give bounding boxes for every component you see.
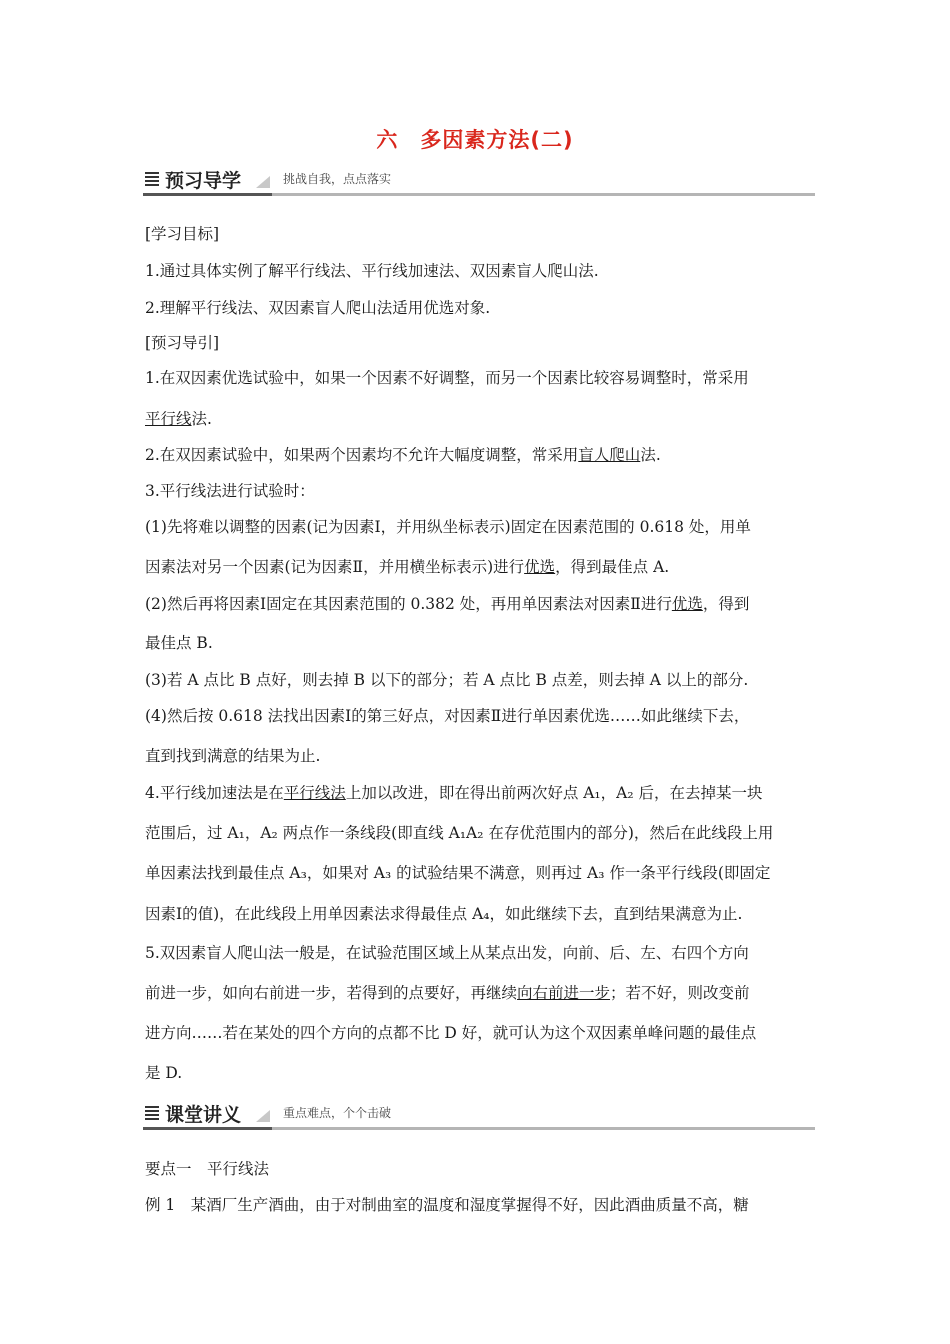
text-line: 最佳点 B. — [145, 634, 213, 652]
fill-answer: 盲人爬山 — [578, 446, 641, 464]
section-header-preview — [143, 166, 815, 196]
text-line: (3)若 A 点比 B 点好，则去掉 B 以下的部分；若 A 点比 B 点差，则去掉 A 以上的部分. — [145, 671, 749, 689]
text-line: 是 D. — [145, 1064, 183, 1082]
fill-answer: 平行线 — [145, 410, 192, 428]
text-span: 前进一步，如向右前进一步，若得到的点要好，再继续 — [145, 984, 518, 1002]
text-line — [145, 592, 749, 614]
stripes-icon — [145, 172, 159, 188]
triangle-icon — [256, 1110, 270, 1122]
text-line: 因素Ⅰ的值)，在此线段上用单因素法求得最佳点 A₄，如此继续下去，直到结果满意为止. — [145, 905, 743, 923]
stripes-icon — [145, 1106, 159, 1122]
section-subtitle: 挑战自我，点点落实 — [283, 172, 392, 186]
text-line: 5.双因素盲人爬山法一般是，在试验范围区域上从某点出发，向前、后、左、右四个方向 — [145, 944, 749, 962]
section-title: 课堂讲义 — [165, 1104, 242, 1126]
text-span: 2.在双因素试验中，如果两个因素均不允许大幅度调整，常采用 — [145, 446, 579, 464]
fill-answer: 优选 — [671, 595, 703, 613]
text-line: 例 1 某酒厂生产酒曲，由于对制曲室的温度和湿度掌握得不好，因此酒曲质量不高，糖 — [145, 1196, 749, 1214]
text-line: (4)然后按 0.618 法找出因素Ⅰ的第三好点，对因素Ⅱ进行单因素优选……如此继续下去， — [145, 707, 750, 725]
text-span: ，得到 — [702, 595, 750, 613]
text-line: 进方向……若在某处的四个方向的点都不比 D 好，就可认为这个双因素单峰问题的最佳点 — [145, 1024, 757, 1042]
text-line: 直到找到满意的结果为止. — [145, 747, 321, 765]
section-divider-accent — [143, 1127, 272, 1130]
section-header-lecture — [143, 1100, 815, 1130]
text-line: 1.在双因素优选试验中，如果一个因素不好调整，而另一个因素比较容易调整时，常采用 — [145, 369, 749, 387]
text-line: 2.理解平行线法、双因素盲人爬山法适用优选对象. — [145, 299, 491, 317]
text-line: [预习导引] — [145, 334, 220, 352]
page-title: 六 多因素方法(二) — [376, 128, 574, 152]
fill-answer: 平行线法 — [283, 784, 346, 802]
text-line — [145, 407, 212, 429]
text-span: 上加以改进，即在得出前两次好点 A₁，A₂ 后，在去掉某一块 — [345, 784, 763, 802]
triangle-icon — [256, 176, 270, 188]
section-divider-accent — [143, 193, 272, 196]
text-line — [145, 981, 750, 1003]
text-span: 法. — [191, 410, 212, 428]
text-span: ；若不好，则改变前 — [610, 984, 750, 1002]
text-line — [145, 443, 661, 465]
text-span: 4.平行线加速法是在 — [145, 784, 284, 802]
text-line: (1)先将难以调整的因素(记为因素Ⅰ，并用纵坐标表示)固定在因素范围的 0.618 处，用单 — [145, 518, 751, 536]
fill-answer: 优选 — [524, 558, 556, 576]
text-line: 要点一 平行线法 — [145, 1160, 270, 1178]
section-subtitle: 重点难点，个个击破 — [283, 1106, 392, 1120]
text-line: [学习目标] — [145, 225, 220, 243]
text-line: 范围后，过 A₁，A₂ 两点作一条线段(即直线 A₁A₂ 在存优范围内的部分)，然后在此线段上用 — [145, 824, 774, 842]
section-title: 预习导学 — [165, 170, 242, 192]
text-span: 因素法对另一个因素(记为因素Ⅱ，并用横坐标表示)进行 — [145, 558, 525, 576]
text-span: 法. — [640, 446, 661, 464]
fill-answer: 向右前进一步 — [517, 984, 611, 1002]
text-line — [145, 555, 669, 577]
text-line: 单因素法找到最佳点 A₃，如果对 A₃ 的试验结果不满意，则再过 A₃ 作一条平行线段(即固定 — [145, 864, 771, 882]
text-line: 1.通过具体实例了解平行线法、平行线加速法、双因素盲人爬山法. — [145, 262, 599, 280]
text-line — [145, 781, 762, 803]
text-span: ，得到最佳点 A. — [555, 558, 670, 576]
text-span: (2)然后再将因素Ⅰ固定在其因素范围的 0.382 处，再用单因素法对因素Ⅱ进行 — [145, 595, 672, 613]
text-line: 3.平行线法进行试验时： — [145, 482, 315, 500]
